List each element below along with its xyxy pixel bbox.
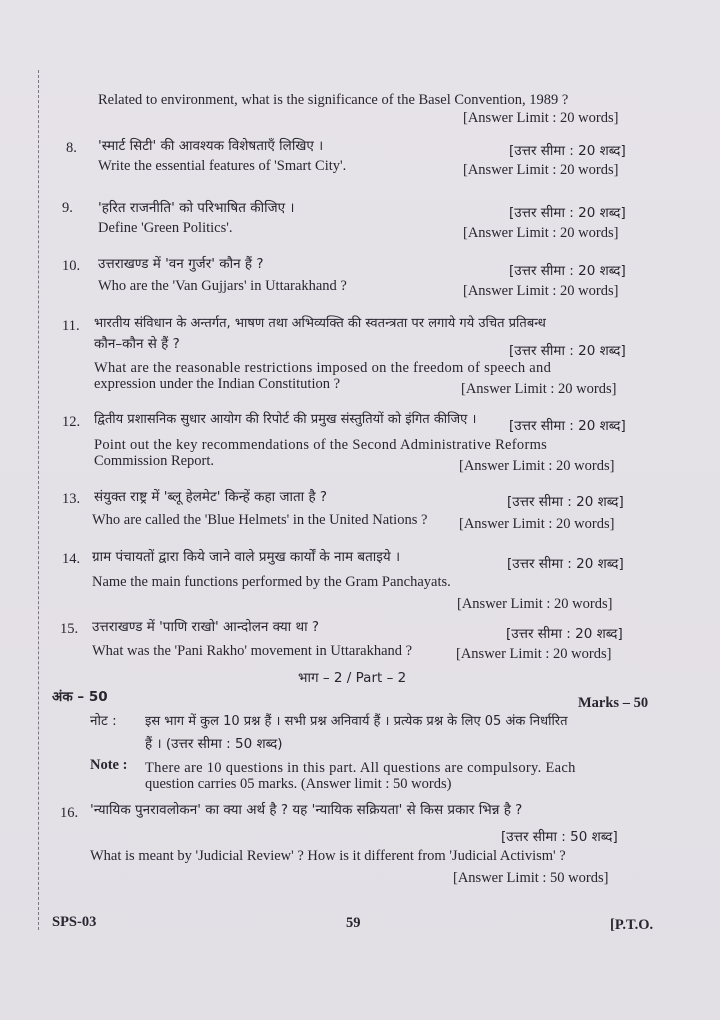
marks-english: Marks – 50 [578, 695, 649, 711]
answer-limit-hindi: [उत्तर सीमा : 20 शब्द] [507, 556, 624, 572]
note-hindi-continued: हैं । (उत्तर सीमा : 50 शब्द) [145, 736, 283, 752]
paper-code: SPS-03 [52, 914, 97, 930]
answer-limit-english: [Answer Limit : 20 words] [461, 381, 617, 397]
question-hindi: ग्राम पंचायतों द्वारा किये जाने वाले प्रमुख कार्यों के नाम बताइये । [92, 549, 401, 565]
question-hindi: 'न्यायिक पुनरावलोकन' का क्या अर्थ है ? यह 'न्यायिक सक्रियता' से किस प्रकार भिन्न है ? [90, 802, 523, 818]
question-number: 14. [62, 551, 81, 567]
note-english-continued: question carries 05 marks. (Answer limit : 50 words) [145, 776, 452, 792]
intro-question: Related to environment, what is the significance of the Basel Convention, 1989 ? [98, 92, 569, 108]
answer-limit-hindi: [उत्तर सीमा : 50 शब्द] [501, 829, 618, 845]
answer-limit-english: [Answer Limit : 50 words] [453, 870, 609, 886]
question-number: 9. [62, 200, 73, 216]
question-english: Write the essential features of 'Smart City'. [98, 158, 347, 174]
question-hindi: उत्तराखण्ड में 'वन गुर्जर' कौन हैं ? [98, 256, 264, 272]
note-english: There are 10 questions in this part. All questions are compulsory. Each [145, 760, 576, 776]
question-hindi: द्वितीय प्रशासनिक सुधार आयोग की रिपोर्ट की प्रमुख संस्तुतियों को इंगित कीजिए । [94, 412, 477, 427]
question-number: 12. [62, 414, 81, 430]
question-number: 15. [60, 621, 79, 637]
marks-hindi: अंक – 50 [52, 689, 108, 705]
question-english-continued: expression under the Indian Constitution ? [94, 376, 341, 392]
answer-limit-english: [Answer Limit : 20 words] [459, 516, 615, 532]
question-hindi-continued: कौन–कौन से हैं ? [94, 336, 180, 352]
question-hindi: भारतीय संविधान के अन्तर्गत, भाषण तथा अभिव्यक्ति की स्वतन्त्रता पर लगाये गये उचित प्रतिबन्ध [94, 316, 546, 331]
question-english: Name the main functions performed by the Gram Panchayats. [92, 574, 451, 590]
answer-limit-hindi: [उत्तर सीमा : 20 शब्द] [506, 626, 623, 642]
answer-limit-hindi: [उत्तर सीमा : 20 शब्द] [509, 343, 626, 359]
question-number: 13. [62, 491, 81, 507]
question-number: 8. [66, 140, 77, 156]
question-hindi: संयुक्त राष्ट्र में 'ब्लू हेलमेट' किन्हें कहा जाता है ? [94, 489, 328, 505]
answer-limit-english: [Answer Limit : 20 words] [463, 225, 619, 241]
question-english-continued: Commission Report. [94, 453, 215, 469]
answer-limit-hindi: [उत्तर सीमा : 20 शब्द] [509, 418, 626, 434]
answer-limit-english: [Answer Limit : 20 words] [463, 162, 619, 178]
note-english-label: Note : [90, 757, 128, 773]
note-hindi: इस भाग में कुल 10 प्रश्न हैं । सभी प्रश्न अनिवार्य हैं । प्रत्येक प्रश्न के लिए 05 अंक निर्धारित [145, 714, 568, 729]
question-hindi: 'स्मार्ट सिटी' की आवश्यक विशेषताएँ लिखिए । [98, 138, 324, 154]
answer-limit-hindi: [उत्तर सीमा : 20 शब्द] [509, 263, 626, 279]
answer-limit-hindi: [उत्तर सीमा : 20 शब्द] [509, 143, 626, 159]
question-english: Define 'Green Politics'. [98, 220, 233, 236]
pto-marker: [P.T.O. [610, 917, 654, 933]
answer-limit-english: [Answer Limit : 20 words] [463, 283, 619, 299]
answer-limit-english: [Answer Limit : 20 words] [459, 458, 615, 474]
question-number: 10. [62, 258, 81, 274]
page-number: 59 [346, 915, 361, 931]
margin-dashed-line [38, 70, 39, 930]
question-english: Who are the 'Van Gujjars' in Uttarakhand ? [98, 278, 347, 294]
question-hindi: उत्तराखण्ड में 'पाणि राखो' आन्दोलन क्या था ? [92, 619, 320, 635]
question-number: 11. [62, 318, 80, 334]
answer-limit-hindi: [उत्तर सीमा : 20 शब्द] [509, 205, 626, 221]
question-english: What are the reasonable restrictions imposed on the freedom of speech and [94, 360, 552, 376]
question-english: What is meant by 'Judicial Review' ? How is it different from 'Judicial Activism' ? [90, 848, 566, 864]
note-hindi-label: नोट : [90, 713, 117, 729]
part-heading: भाग – 2 / Part – 2 [298, 670, 407, 686]
question-english: Point out the key recommendations of the Second Administrative Reforms [94, 437, 548, 453]
answer-limit-hindi: [उत्तर सीमा : 20 शब्द] [507, 494, 624, 510]
intro-answer-limit: [Answer Limit : 20 words] [463, 110, 619, 126]
question-number: 16. [60, 805, 79, 821]
question-hindi: 'हरित राजनीति' को परिभाषित कीजिए । [98, 200, 295, 216]
question-english: What was the 'Pani Rakho' movement in Uttarakhand ? [92, 643, 413, 659]
question-english: Who are called the 'Blue Helmets' in the United Nations ? [92, 512, 428, 528]
answer-limit-english: [Answer Limit : 20 words] [456, 646, 612, 662]
answer-limit-english: [Answer Limit : 20 words] [457, 596, 613, 612]
